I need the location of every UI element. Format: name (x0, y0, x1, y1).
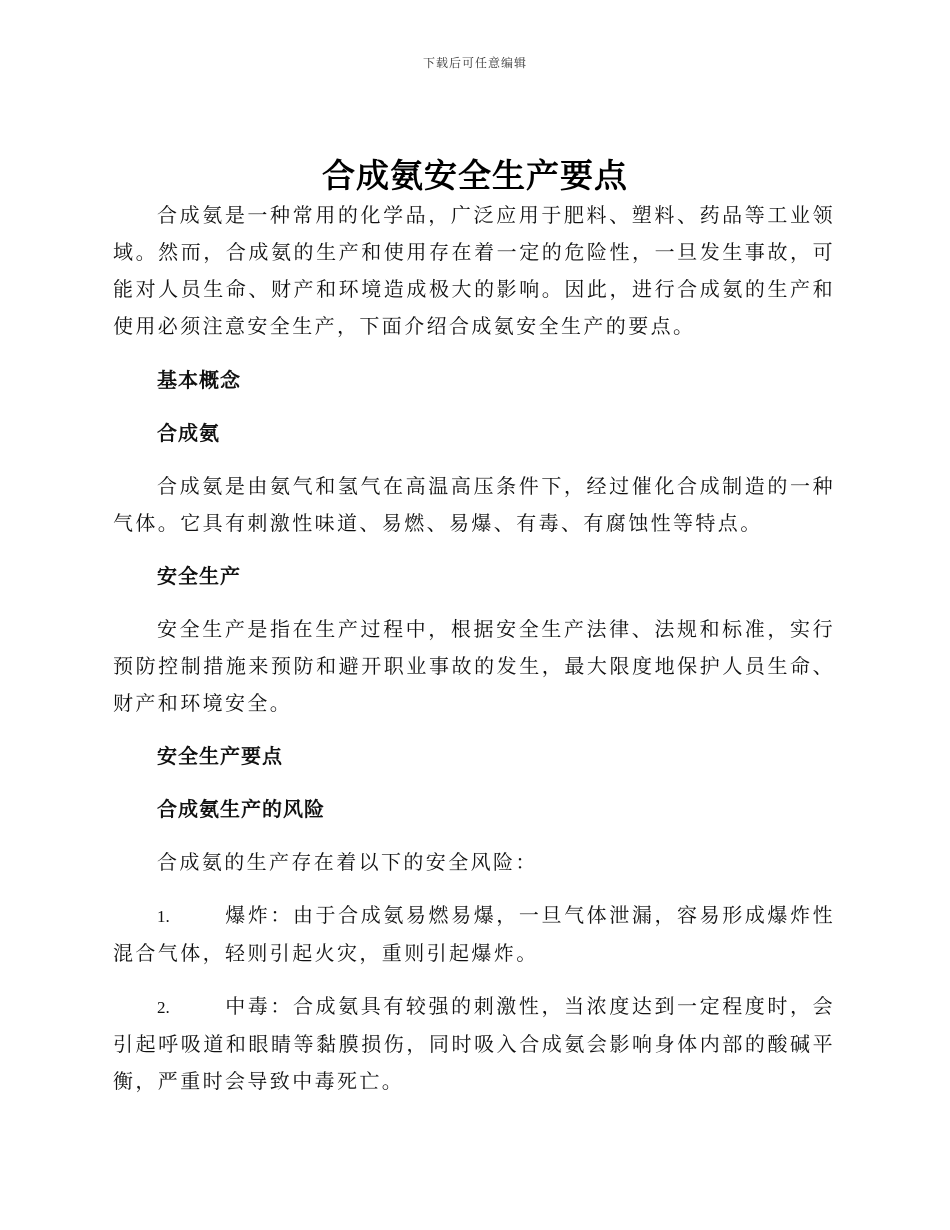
section-heading-basic-concepts: 基本概念 (157, 368, 241, 392)
subsection-heading-ammonia: 合成氨 (157, 421, 220, 445)
subsection-heading-safe-production: 安全生产 (157, 564, 241, 588)
document-title: 合成氨安全生产要点 (322, 156, 628, 195)
section-heading-safety-points: 安全生产要点 (157, 744, 283, 768)
list-item (113, 897, 835, 972)
risks-intro-paragraph: 合成氨的生产存在着以下的安全风险： (157, 850, 538, 874)
list-item-text: 爆炸：由于合成氨易燃易爆，一旦气体泄漏，容易形成爆炸性混合气体，轻则引起火灾，重则引起爆炸。 (113, 903, 835, 965)
safe-production-definition-paragraph: 安全生产是指在生产过程中，根据安全生产法律、法规和标准，实行预防控制措施来预防和避开职业事故的发生，最大限度地保护人员生命、财产和环境安全。 (113, 617, 835, 715)
list-item-number: 2. (157, 998, 170, 1017)
ammonia-definition-paragraph: 合成氨是由氨气和氢气在高温高压条件下，经过催化合成制造的一种气体。它具有刺激性味道、易燃、易爆、有毒、有腐蚀性等特点。 (113, 474, 835, 535)
subsection-heading-production-risks: 合成氨生产的风险 (157, 797, 325, 821)
intro-paragraph: 合成氨是一种常用的化学品，广泛应用于肥料、塑料、药品等工业领域。然而，合成氨的生产和使用存在着一定的危险性，一旦发生事故，可能对人员生命、财产和环境造成极大的影响。因此，进行合成氨的生产和使用必须注意安全生产，下面介绍合成氨安全生产的要点。 (113, 203, 835, 338)
list-item-text: 中毒：合成氨具有较强的刺激性，当浓度达到一定程度时，会引起呼吸道和眼睛等黏膜损伤，同时吸入合成氨会影响身体内部的酸碱平衡，严重时会导致中毒死亡。 (113, 994, 835, 1093)
list-item (113, 988, 835, 1100)
document-body (113, 197, 835, 1116)
list-item-number: 1. (157, 907, 170, 926)
page-header: 下载后可任意编辑 (422, 56, 527, 70)
